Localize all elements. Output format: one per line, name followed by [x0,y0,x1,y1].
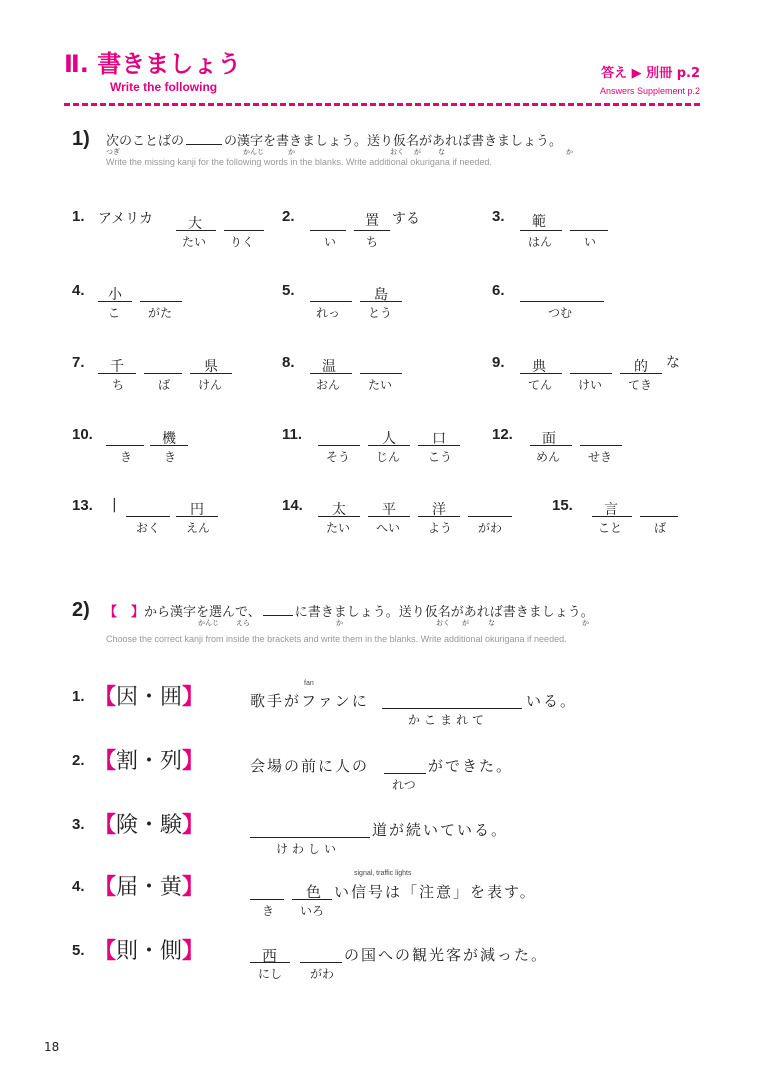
section2-furigana-2: えら [236,619,250,627]
q10-blank-2[interactable] [150,445,188,446]
s2-q5-kana-2: がわ [310,967,335,981]
q11-number: 11. [282,426,303,443]
s2-q3-number: 3. [72,816,85,833]
q9-blank-3[interactable] [620,373,662,374]
s2-q3-after: 道が続いている。 [372,821,509,839]
section2-instruction: 【 】から漢字を選んで、 に書きましょう。送り仮名があれば書きましょう。 [104,605,594,620]
s2-q4-kanji: 色 [306,883,322,901]
q3-kanji-1: 範 [532,214,546,230]
s2-q5-kana-1: にし [258,967,283,981]
q4-kana-1: こ [108,306,121,320]
q10-kanji-2: 機 [162,431,176,447]
answers-reference: 答え ▶ 別冊 p.2 [601,66,700,81]
q9-kanji-1: 典 [532,359,546,375]
q1-prefix: アメリカ [98,211,154,227]
q13-kanji-2: 円 [190,502,204,518]
q10-kana-2: き [164,450,177,464]
q9-blank-1[interactable] [520,373,562,374]
section1-number: 1) [72,128,90,150]
answers-reference-en: Answers Supplement p.2 [599,86,700,96]
q14-kana-2: へい [376,521,401,535]
section1-furigana-7: か [566,148,573,156]
page-subtitle: Write the following [110,80,218,94]
s2-q3-kana: けわしい [276,842,341,856]
q6-blank-1[interactable] [520,301,604,302]
q9-suffix: な [666,355,680,371]
q2-blank-1[interactable] [310,230,346,231]
q8-blank-1[interactable] [310,373,352,374]
q15-blank-2[interactable] [640,516,678,517]
q7-kana-3: けん [198,378,223,392]
q15-kana-1: こと [598,521,623,535]
page-number: 18 [44,1040,60,1054]
s2-q2-kana: れつ [392,778,416,792]
s2-q4-kana-1: き [262,904,275,918]
q8-blank-2[interactable] [360,373,402,374]
q9-blank-2[interactable] [570,373,612,374]
q7-blank-3[interactable] [190,373,232,374]
s2-q1-kana: かこまれて [408,713,489,727]
s2-q5-blank-2[interactable] [300,962,342,963]
s2-q1-blank[interactable] [382,708,522,709]
q1-number: 1. [72,208,85,225]
section2-furigana-1: かんじ [198,619,219,627]
q3-blank-1[interactable] [520,230,562,231]
q14-kana-4: がわ [478,521,503,535]
q11-kanji-2: 人 [382,431,396,447]
q15-number: 15. [552,497,573,514]
s2-q5-blank-1[interactable] [250,962,290,963]
q7-kana-2: ば [158,378,171,392]
s2-q4-choices: 【届・黄】 [94,875,205,900]
q14-kanji-3: 洋 [432,502,446,518]
q4-blank-1[interactable] [98,301,132,302]
q13-kana-2: えん [186,521,211,535]
q2-number: 2. [282,208,295,225]
q13-kana-1: おく [136,521,161,535]
q4-blank-2[interactable] [140,301,182,302]
q4-kanji-1: 小 [108,287,122,303]
q11-blank-1[interactable] [318,445,360,446]
q15-kana-2: ば [654,521,667,535]
s2-q4-number: 4. [72,878,85,895]
section1-furigana-6: な [438,148,445,156]
q14-kana-3: よう [428,521,453,535]
section2-furigana-3: か [336,619,343,627]
q12-blank-2[interactable] [580,445,622,446]
q12-blank-1[interactable] [530,445,572,446]
s2-q1-number: 1. [72,688,85,705]
q9-kana-3: てき [628,378,653,392]
q11-kana-2: じん [376,450,401,464]
q3-kana-2: い [584,235,597,249]
q11-blank-3[interactable] [418,445,460,446]
q14-blank-1[interactable] [318,516,360,517]
q5-kanji-2: 島 [374,287,388,303]
s2-q2-blank[interactable] [384,773,426,774]
q7-kanji-1: 千 [110,359,124,375]
s2-q4-blank-1[interactable] [250,899,284,900]
section1-instruction-en: Write the missing kanji for the following words in the blanks. Write additional okurigana if needed. [106,157,492,167]
q3-blank-2[interactable] [570,230,608,231]
q3-number: 3. [492,208,505,225]
q15-blank-1[interactable] [592,516,632,517]
section1-instruction: 次のことばの の漢字を書きましょう。送り仮名があれば書きましょう。 [106,134,563,149]
section1-furigana-2: かんじ [243,148,264,156]
q5-kana-1: れっ [316,306,341,320]
q14-kanji-2: 平 [382,502,396,518]
header-divider [64,103,700,106]
s2-q3-blank[interactable] [250,837,370,838]
q13-blank-1[interactable] [126,516,170,517]
section2-instruction-en: Choose the correct kanji from inside the brackets and write them in the blanks. Write additional okurigana if needed. [106,634,567,644]
q1-kana-1: たい [182,235,207,249]
section1-furigana-3: か [288,148,295,156]
q6-number: 6. [492,282,505,299]
q9-kanji-3: 的 [634,359,648,375]
q4-number: 4. [72,282,85,299]
section2-furigana-7: か [582,619,589,627]
s2-q4-blank-2[interactable] [292,899,332,900]
q2-suffix: する [392,211,420,227]
section2-furigana-5: が [462,619,469,627]
q11-blank-2[interactable] [368,445,410,446]
section1-furigana-1: つぎ [106,148,120,156]
q9-number: 9. [492,354,505,371]
s2-q5-after: の国への観光客が減った。 [344,946,549,964]
q5-kana-2: とう [368,306,393,320]
q7-blank-1[interactable] [98,373,136,374]
q11-kana-3: こう [428,450,453,464]
s2-q5-kanji: 西 [262,947,278,965]
s2-q3-choices: 【険・験】 [94,813,205,838]
q1-kana-2: りく [230,235,255,249]
q11-kanji-3: 口 [432,431,446,447]
q8-kana-1: おん [316,378,341,392]
q7-kana-1: ち [112,378,125,392]
q8-kanji-1: 温 [322,359,336,375]
q7-number: 7. [72,354,85,371]
q3-kana-1: はん [528,235,553,249]
s2-q2-choices: 【割・列】 [94,749,205,774]
q12-kana-2: せき [588,450,613,464]
q8-kana-2: たい [368,378,393,392]
q14-kanji-1: 太 [332,502,346,518]
s2-q1-note: fan [304,680,314,687]
q14-blank-4[interactable] [468,516,512,517]
s2-q1-choices: 【因・囲】 [94,685,205,710]
q14-blank-3[interactable] [418,516,460,517]
s2-q5-number: 5. [72,942,85,959]
q11-kana-1: そう [326,450,351,464]
q2-kanji-2: 置 [365,213,379,229]
section1-furigana-5: が [414,148,421,156]
q9-kana-1: てん [528,378,553,392]
q14-number: 14. [282,497,303,514]
s2-q4-note: signal, traffic lights [354,870,412,877]
q12-kana-1: めん [536,450,561,464]
q10-kana-1: き [120,450,133,464]
q10-blank-1[interactable] [106,445,144,446]
q14-kana-1: たい [326,521,351,535]
q12-kanji-1: 面 [542,431,556,447]
q8-number: 8. [282,354,295,371]
q6-kana-1: つむ [548,306,573,320]
q1-kanji-1: 大 [188,216,202,232]
q7-blank-2[interactable] [144,373,182,374]
s2-q2-before: 会場の前に人の [250,757,370,775]
q12-number: 12. [492,426,513,443]
q5-blank-1[interactable] [310,301,352,302]
section2-furigana-4: おく [436,619,450,627]
page-title: Ⅱ. 書きましょう [64,50,242,78]
s2-q1-before: 歌手がファンに [250,692,369,710]
s2-q1-after: いる。 [526,692,578,710]
s2-q4-after: い信号は「注意」を表す。 [334,883,537,901]
section2-furigana-6: な [488,619,495,627]
q5-blank-2[interactable] [360,301,402,302]
q5-number: 5. [282,282,295,299]
q7-kanji-3: 県 [204,359,218,375]
q2-kana-2: ち [366,235,379,249]
q13-prefix: | [112,497,117,513]
q2-blank-2[interactable] [354,230,390,231]
q13-blank-2[interactable] [176,516,218,517]
q4-kana-2: がた [148,306,173,320]
s2-q2-after: ができた。 [428,757,514,775]
q13-number: 13. [72,497,93,514]
q1-blank-2[interactable] [224,230,264,231]
s2-q2-number: 2. [72,752,85,769]
q15-kanji-1: 言 [604,502,618,518]
q9-kana-2: けい [578,378,603,392]
q1-blank-1[interactable] [176,230,216,231]
q2-kana-1: い [324,235,337,249]
q10-number: 10. [72,426,93,443]
section2-number: 2) [72,599,90,621]
q14-blank-2[interactable] [368,516,410,517]
s2-q4-kana-2: いろ [300,904,325,918]
s2-q5-choices: 【則・側】 [94,939,205,964]
section1-furigana-4: おく [390,148,404,156]
